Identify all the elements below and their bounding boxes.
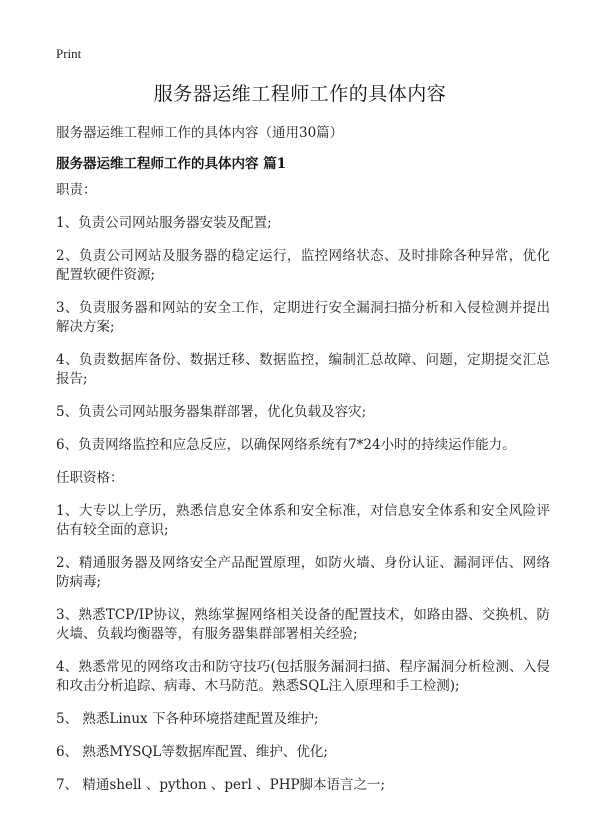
qualification-item: 7、 精通shell 、python 、perl 、PHP脚本语言之一; [56, 777, 386, 793]
qualification-item: 5、 熟悉Linux 下各种环境搭建配置及维护; [56, 711, 319, 727]
qualification-item: 3、熟悉TCP/IP协议，熟练掌握网络相关设备的配置技术，如路由器、交换机、防火墙、负载均衡器等，有服务器集群部署相关经验; [56, 607, 550, 642]
duty-item: 6、负责网络监控和应急反应，以确保网络系统有7*24小时的持续运作能力。 [56, 437, 516, 453]
duty-item: 2、负责公司网站及服务器的稳定运行，监控网络状态、及时排除各种异常，优化配置软硬件资源; [56, 248, 550, 283]
duty-item: 3、负责服务器和网站的安全工作，定期进行安全漏洞扫描分析和入侵检测并提出解决方案; [56, 300, 550, 335]
print-link[interactable]: Print [56, 46, 82, 61]
document-body [56, 181, 550, 809]
duty-item: 5、负责公司网站服务器集群部署，优化负载及容灾; [56, 404, 367, 420]
duty-item: 1、负责公司网站服务器安装及配置; [56, 215, 272, 231]
qualification-item: 1、大专以上学历，熟悉信息安全体系和安全标准，对信息安全体系和安全风险评估有较全面的意识; [56, 503, 550, 538]
qualification-item: 6、 熟悉MYSQL等数据库配置、维护、优化; [56, 744, 328, 760]
section-heading: 服务器运维工程师工作的具体内容 篇1 [56, 156, 287, 172]
document-title: 服务器运维工程师工作的具体内容 [153, 83, 447, 105]
document-subtitle: 服务器运维工程师工作的具体内容（通用30篇） [56, 125, 344, 141]
qualification-item: 2、精通服务器及网络安全产品配置原理，如防火墙、身份认证、漏洞评估、网络防病毒; [56, 555, 550, 590]
duties-label: 职责： [56, 182, 97, 198]
qualifications-label: 任职资格： [56, 470, 124, 486]
qualification-item: 4、熟悉常见的网络攻击和防守技巧(包括服务漏洞扫描、程序漏洞分析检测、入侵和攻击分析追踪、病毒、木马防范。熟悉SQL注入原理和手工检测); [56, 659, 550, 694]
duty-item: 4、负责数据库备份、数据迁移、数据监控，编制汇总故障、问题，定期提交汇总报告; [56, 352, 550, 387]
